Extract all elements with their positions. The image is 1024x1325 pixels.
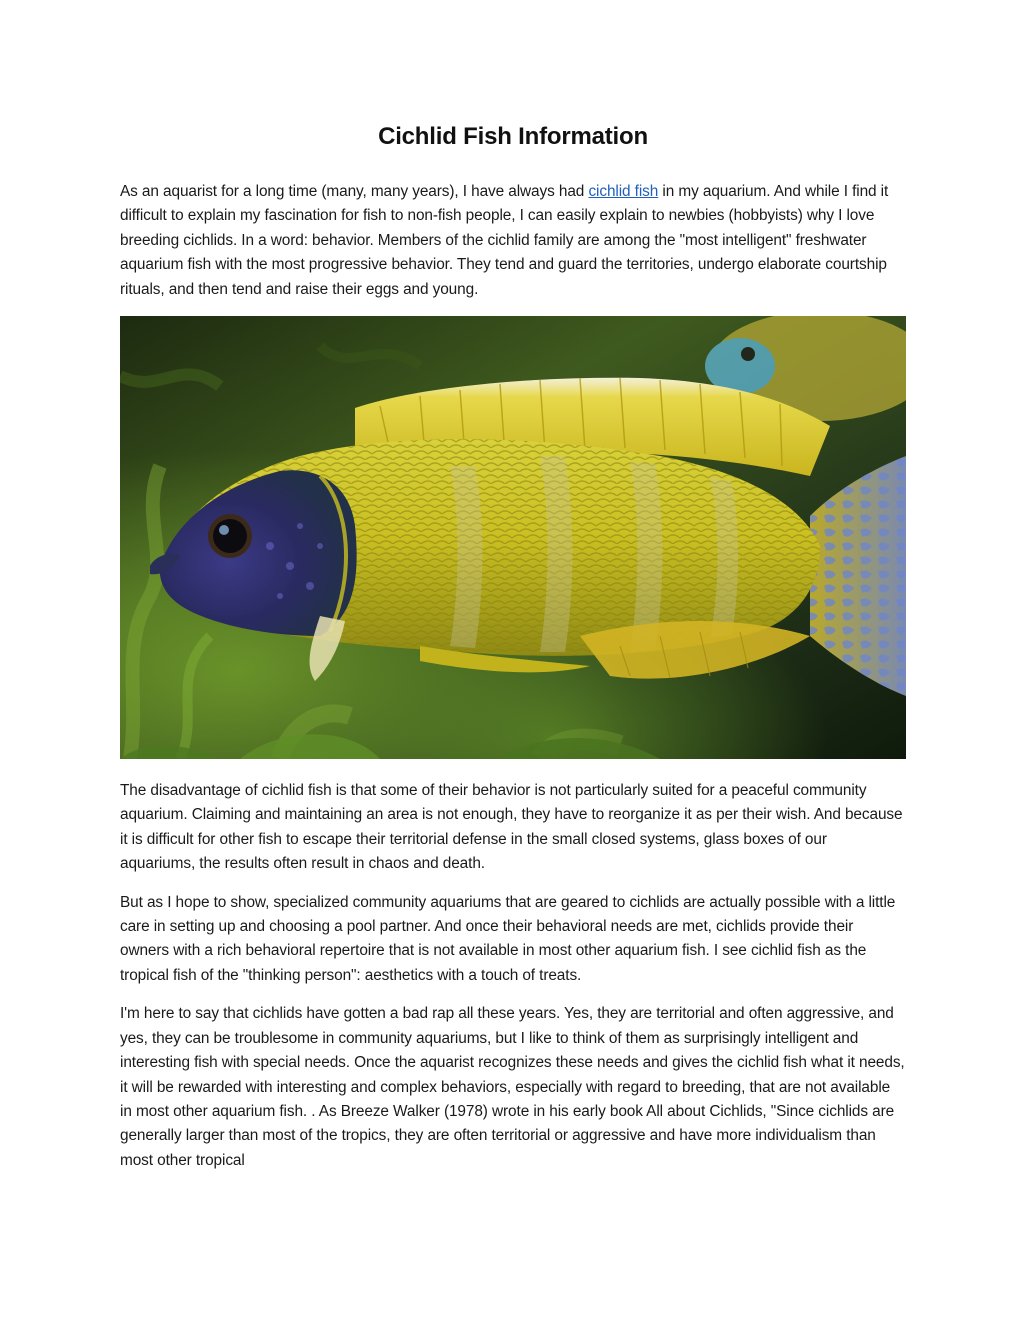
page-title: Cichlid Fish Information bbox=[378, 123, 648, 150]
cichlid-fish-illustration bbox=[120, 316, 906, 759]
cichlid-fish-photo bbox=[120, 316, 906, 759]
intro-paragraph bbox=[120, 180, 906, 302]
body-paragraph-2: But as I hope to show, specialized community aquariums that are geared to cichlids are actually possible with a little care in setting up and choosing a pool partner. And once their behavioral needs are met, cichlids provide their owners with a rich behavioral repertoire that is not available in most other aquarium fish. I see cichlid fish as the tropical fish of the "thinking person": aesthetics with a touch of treats. bbox=[120, 893, 896, 984]
body-paragraph-1: The disadvantage of cichlid fish is that some of their behavior is not particularly suited for a peaceful community aquarium. Claiming and maintaining an area is not enough, they have to reorganize it as per their wish. And because it is difficult for other fish to escape their territorial defense in the small closed systems, glass boxes of our aquariums, the results often result in chaos and death. bbox=[120, 782, 903, 873]
cichlid-fish-link[interactable]: cichlid fish bbox=[588, 183, 659, 200]
intro-text-before-link: As an aquarist for a long time (many, many years), I have always had bbox=[120, 183, 589, 200]
document-page bbox=[120, 118, 906, 1187]
body-paragraph-3: I'm here to say that cichlids have gotten a bad rap all these years. Yes, they are territorial and often aggressive, and yes, they can be troublesome in community aquariums, but I like to think of them as surprisingly intelligent and interesting fish with special needs. Once the aquarist recognizes these needs and gives the cichlid fish what it needs, it will be rewarded with interesting and complex behaviors, especially with regard to breeding, that are not available in most other aquarium fish. . As Breeze Walker (1978) wrote in his early book All about Cichlids, "Since cichlids are generally larger than most of the tropics, they are often territorial or aggressive and have more individualism than most other tropical bbox=[120, 1005, 905, 1169]
intro-text-after-link: in my aquarium. And while I find it difficult to explain my fascination for fish to non-fish people, I can easily explain to newbies (hobbyists) why I love breeding cichlids. In a word: behavior. Members of the cichlid family are among the "most intelligent" freshwater aquarium fish with the most progressive behavior. They tend and guard the territories, undergo elaborate courtship rituals, and then tend and raise their eggs and young. bbox=[120, 183, 889, 298]
